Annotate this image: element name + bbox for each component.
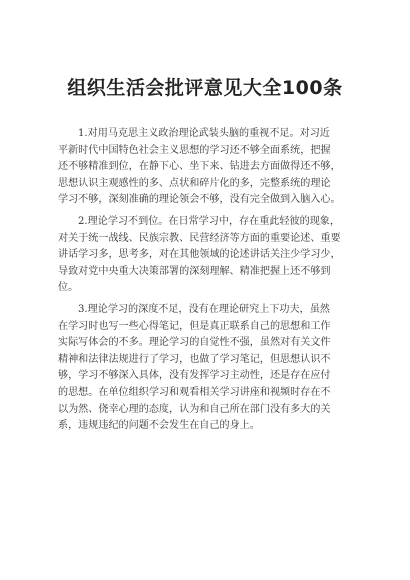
paragraph-line: 平新时代中国特色社会主义思想的学习还不够全面系统，把握 xyxy=(58,144,331,156)
paragraph-line: 精神和法律法规进行了学习，也做了学习笔记，但思想认识不 xyxy=(58,353,331,365)
paragraph-line: 2.理论学习不到位。在日常学习中，存在重此轻彼的现象， xyxy=(78,215,340,227)
paragraph-line: 的思想。在单位组织学习和观看相关学习讲座和视频时存在不 xyxy=(58,386,331,398)
paragraph-line: 实际写体会的不多。理论学习的自觉性不强，虽然对有关文件 xyxy=(58,337,331,349)
paragraph-1 xyxy=(58,126,352,209)
paragraph-line: 学习不够，深刻准确的理论领会不够，没有完全做到入脑入心。 xyxy=(58,194,341,206)
document-title: 组织生活会批评意见大全100条 xyxy=(67,77,343,99)
paragraph-line: 位。 xyxy=(58,282,79,294)
paragraph-3 xyxy=(58,302,352,435)
paragraph-line: 够，学习不够深入具体，没有发挥学习主动性，还是存在应付 xyxy=(58,370,331,382)
paragraph-line: 导致对党中央重大决策部署的深刻理解、精准把握上还不够到 xyxy=(58,265,331,277)
paragraph-line: 3.理论学习的深度不足，没有在理论研究上下功夫，虽然 xyxy=(78,303,330,315)
paragraph-line: 思想认识主观感性的多、点状和碎片化的多，完整系统的理论 xyxy=(58,177,331,189)
paragraph-line: 1.对用马克思主义政治理论武装头脑的重视不足。对习近 xyxy=(78,128,330,139)
paragraph-line: 系，违规违纪的问题不会发生在自己的身上。 xyxy=(58,420,260,432)
paragraph-line: 在学习时也写一些心得笔记，但是真正联系自己的思想和工作 xyxy=(58,320,331,332)
paragraph-line: 对关于统一战线、民族宗教、民营经济等方面的重要论述、重要 xyxy=(58,232,341,244)
paragraph-line: 以为然、侥幸心理的态度，认为和自己所在部门没有多大的关 xyxy=(58,403,331,415)
paragraph-2 xyxy=(58,214,352,297)
paragraph-line: 还不够精准到位，在静下心、坐下来、钻进去方面做得还不够， xyxy=(58,161,341,173)
paragraph-line: 讲话学习多，思考多，对在其他领域的论述讲话关注少学习少， xyxy=(58,249,341,261)
